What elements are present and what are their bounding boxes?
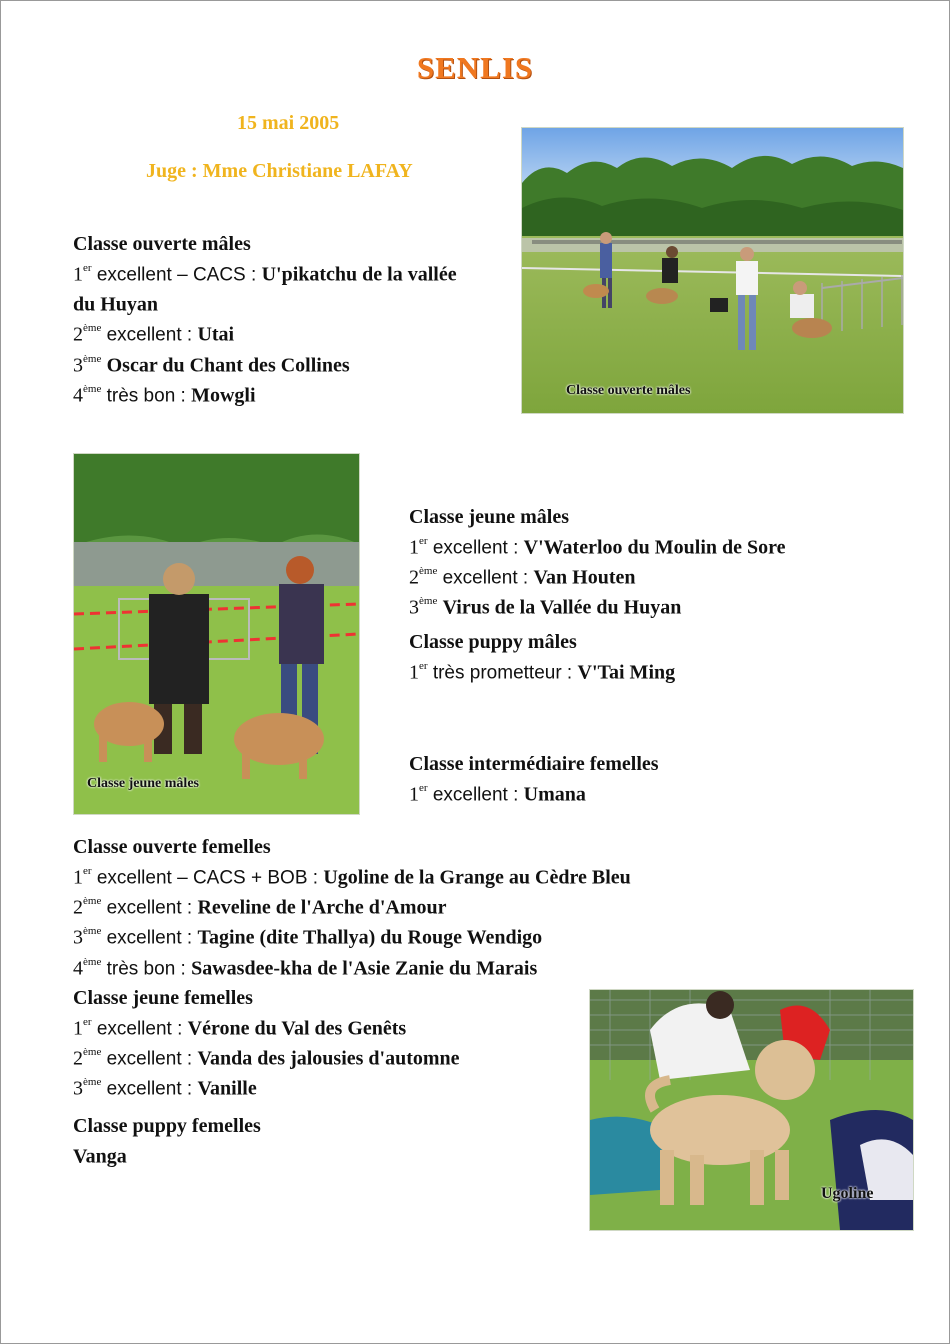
section-heading: Classe jeune mâles: [409, 506, 569, 528]
photo-jeune-males: [73, 453, 360, 815]
section-heading: Classe ouverte femelles: [73, 836, 271, 858]
judge-name: Juge : Mme Christiane LAFAY: [146, 160, 413, 182]
section-jeune-femelles: [73, 986, 460, 1103]
section-puppy-males: [409, 630, 675, 686]
section-jeune-males: [409, 505, 786, 622]
section-intermediaire-femelles: [409, 752, 659, 808]
photo-caption: Classe ouverte mâles: [566, 383, 691, 398]
result-line: Vanga: [73, 1145, 127, 1168]
show-ring-photo: [74, 454, 359, 814]
result-line: 4ème très bon : Mowgli: [73, 383, 256, 407]
result-line: 4ème très bon : Sawasdee-kha de l'Asie Zanie du Marais: [73, 955, 538, 980]
page-title: SENLIS: [416, 50, 534, 85]
photo-caption: Ugoline: [821, 1185, 874, 1202]
section-heading: Classe puppy femelles: [73, 1115, 261, 1137]
section-ouverte-males: [73, 232, 457, 410]
section-heading: Classe intermédiaire femelles: [409, 753, 659, 775]
section-ouverte-femelles: [73, 835, 631, 982]
show-ring-photo: [522, 128, 903, 413]
result-line: 1er excellent – CACS : U'pikatchu de la vallée: [73, 261, 457, 286]
result-line: 1er excellent : Vérone du Val des Genêts: [73, 1015, 407, 1040]
result-line: 1er très prometteur : V'Tai Ming: [409, 659, 676, 684]
result-line: 3ème Oscar du Chant des Collines: [73, 352, 350, 377]
photo-ouverte-males: [521, 127, 904, 414]
result-line: 3ème excellent : Tagine (dite Thallya) du Rouge Wendigo: [73, 925, 543, 950]
show-date: 15 mai 2005: [237, 112, 340, 134]
result-line: 2ème excellent : Utai: [73, 322, 235, 347]
result-line: 1er excellent : Umana: [409, 781, 586, 806]
photo-caption: Classe jeune mâles: [87, 776, 199, 791]
result-line: 2ème excellent : Reveline de l'Arche d'Amour: [73, 895, 447, 919]
photo-ugoline: [589, 989, 914, 1231]
result-line: 2ème excellent : Van Houten: [409, 565, 636, 589]
result-line: du Huyan: [73, 293, 159, 316]
result-line: 1er excellent : V'Waterloo du Moulin de Sore: [409, 534, 786, 559]
result-line: 3ème excellent : Vanille: [73, 1076, 257, 1101]
section-heading: Classe puppy mâles: [409, 631, 577, 653]
result-line: 1er excellent – CACS + BOB : Ugoline de la Grange au Cèdre Bleu: [73, 864, 631, 889]
section-puppy-femelles: [73, 1114, 261, 1170]
result-line: 2ème excellent : Vanda des jalousies d'automne: [73, 1046, 460, 1070]
section-heading: Classe jeune femelles: [73, 987, 253, 1009]
section-heading: Classe ouverte mâles: [73, 233, 251, 255]
result-line: 3ème Virus de la Vallée du Huyan: [409, 595, 682, 620]
